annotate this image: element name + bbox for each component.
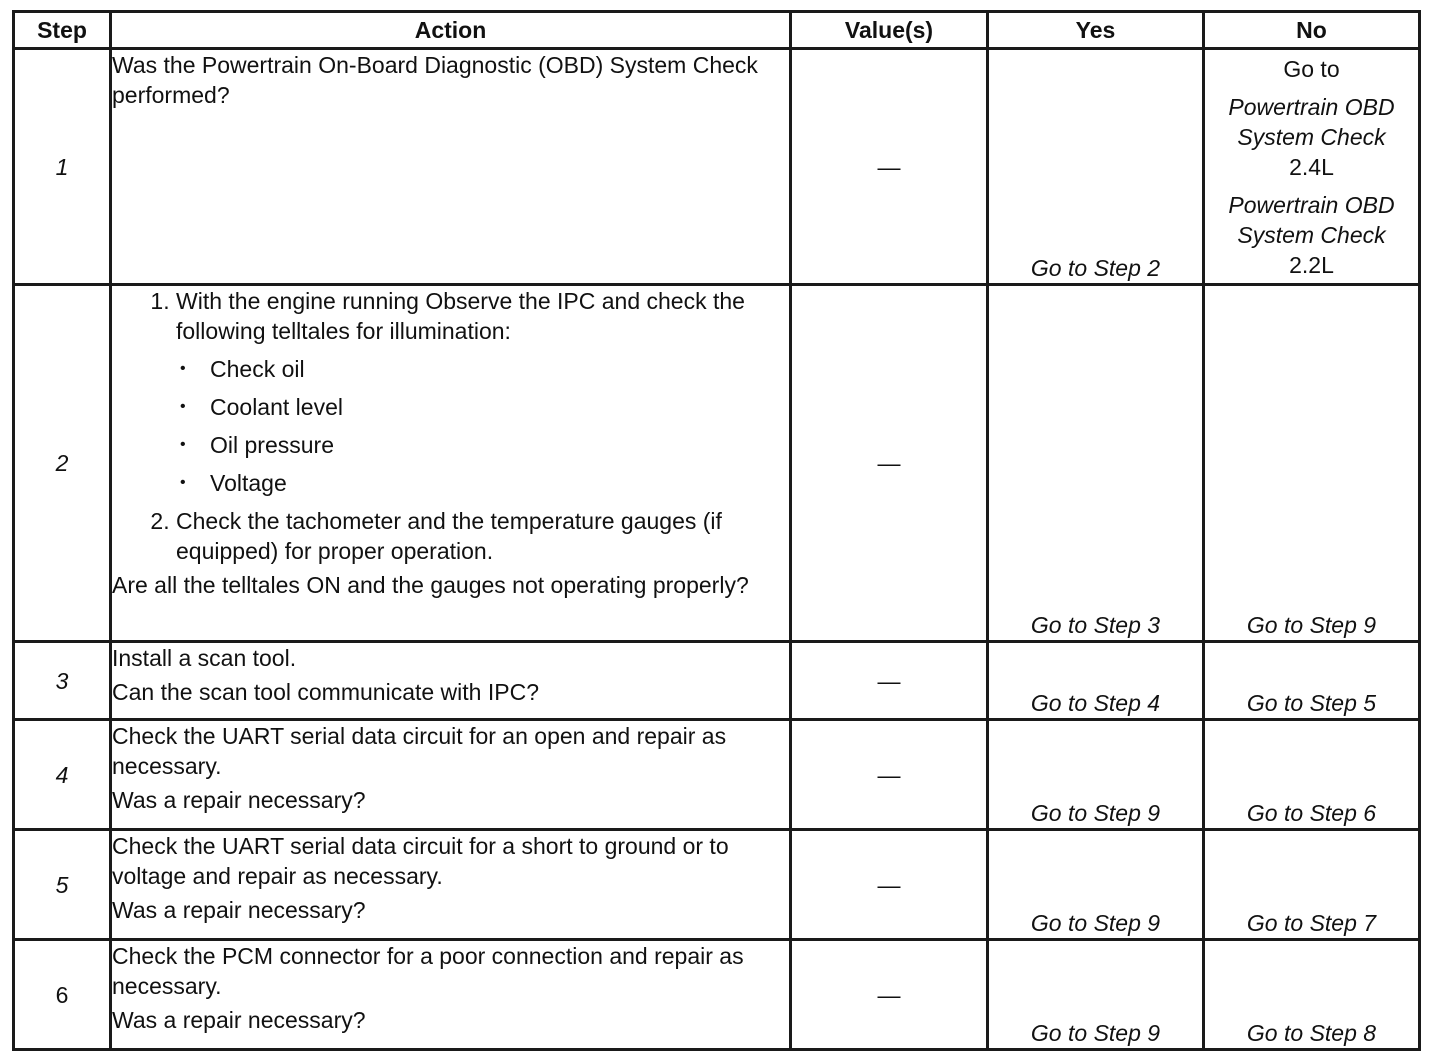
yes-cell[interactable]: Go to Step 4 (988, 642, 1204, 720)
question-text: Can the scan tool communicate with IPC? (112, 679, 539, 705)
telltale-item: • Coolant level (176, 388, 789, 426)
yes-cell[interactable]: Go to Step 3 (988, 285, 1204, 642)
no-prefix: Go to (1283, 56, 1340, 82)
step-number: 3 (14, 642, 111, 720)
yes-cell[interactable]: Go to Step 9 (988, 720, 1204, 830)
question-text: Was a repair necessary? (112, 787, 366, 813)
value-cell: — (791, 642, 988, 720)
table-row-step-6 (14, 940, 1420, 1050)
step-number: 4 (14, 720, 111, 830)
value-cell: — (791, 49, 988, 285)
table-row-step-2 (14, 285, 1420, 642)
table-row-step-1 (14, 49, 1420, 285)
table-row-step-3 (14, 642, 1420, 720)
procedure-item-2 (176, 506, 789, 566)
step-number: 5 (14, 830, 111, 940)
procedure-item-1-text: With the engine running Observe the IPC and check the following telltales for illumination: (176, 288, 745, 344)
action-cell (111, 49, 791, 285)
procedure-list (112, 286, 789, 566)
header-no: No (1204, 12, 1420, 49)
no-link-suffix-2-2l: 2.2L (1289, 252, 1334, 278)
no-link-powertrain-obd-2-2l[interactable]: Powertrain OBD System Check (1228, 192, 1395, 248)
header-row (14, 12, 1420, 49)
no-cell[interactable]: Go to Step 6 (1204, 720, 1420, 830)
procedure-item-2-text: Check the tachometer and the temperature gauges (if equipped) for proper operation. (176, 508, 722, 564)
action-cell (111, 940, 791, 1050)
action-cell (111, 830, 791, 940)
no-cell[interactable]: Go to Step 5 (1204, 642, 1420, 720)
action-cell (111, 642, 791, 720)
header-values: Value(s) (791, 12, 988, 49)
no-cell[interactable]: Go to Step 8 (1204, 940, 1420, 1050)
telltale-item: • Voltage (176, 464, 789, 502)
yes-cell[interactable]: Go to Step 9 (988, 940, 1204, 1050)
value-cell: — (791, 830, 988, 940)
no-link-suffix-2-4l: 2.4L (1289, 154, 1334, 180)
header-yes: Yes (988, 12, 1204, 49)
question-text: Was a repair necessary? (112, 897, 366, 923)
question-text: Are all the telltales ON and the gauges not operating properly? (112, 572, 749, 598)
action-text: Check the UART serial data circuit for an open and repair as necessary. (112, 723, 727, 779)
step-number: 1 (14, 49, 111, 285)
value-cell: — (791, 285, 988, 642)
bullet-icon: • (180, 436, 186, 453)
action-cell (111, 285, 791, 642)
value-cell: — (791, 940, 988, 1050)
no-cell[interactable]: Go to Step 7 (1204, 830, 1420, 940)
question-text: Was a repair necessary? (112, 1007, 366, 1033)
yes-cell[interactable]: Go to Step 9 (988, 830, 1204, 940)
value-cell: — (791, 720, 988, 830)
action-cell (111, 720, 791, 830)
action-text: Check the PCM connector for a poor connection and repair as necessary. (112, 943, 744, 999)
header-step: Step (14, 12, 111, 49)
bullet-icon: • (180, 474, 186, 491)
header-action: Action (111, 12, 791, 49)
no-link-powertrain-obd-2-4l[interactable]: Powertrain OBD System Check (1228, 94, 1395, 150)
telltale-list (176, 350, 789, 502)
table-row-step-4 (14, 720, 1420, 830)
step-number: 2 (14, 285, 111, 642)
diagnostic-table (12, 10, 1421, 1051)
step-number: 6 (14, 940, 111, 1050)
action-text: Install a scan tool. (112, 645, 297, 671)
procedure-item-1 (176, 286, 789, 502)
no-cell[interactable]: Go to Step 9 (1204, 285, 1420, 642)
no-cell (1204, 49, 1420, 285)
telltale-item: • Oil pressure (176, 426, 789, 464)
telltale-item: • Check oil (176, 350, 789, 388)
yes-cell: Go to Step 2 (988, 49, 1204, 285)
action-text: Was the Powertrain On-Board Diagnostic (OBD) System Check performed? (112, 52, 758, 108)
bullet-icon: • (180, 360, 186, 377)
bullet-icon: • (180, 398, 186, 415)
table-row-step-5 (14, 830, 1420, 940)
action-text: Check the UART serial data circuit for a short to ground or to voltage and repair as necessary. (112, 833, 729, 889)
